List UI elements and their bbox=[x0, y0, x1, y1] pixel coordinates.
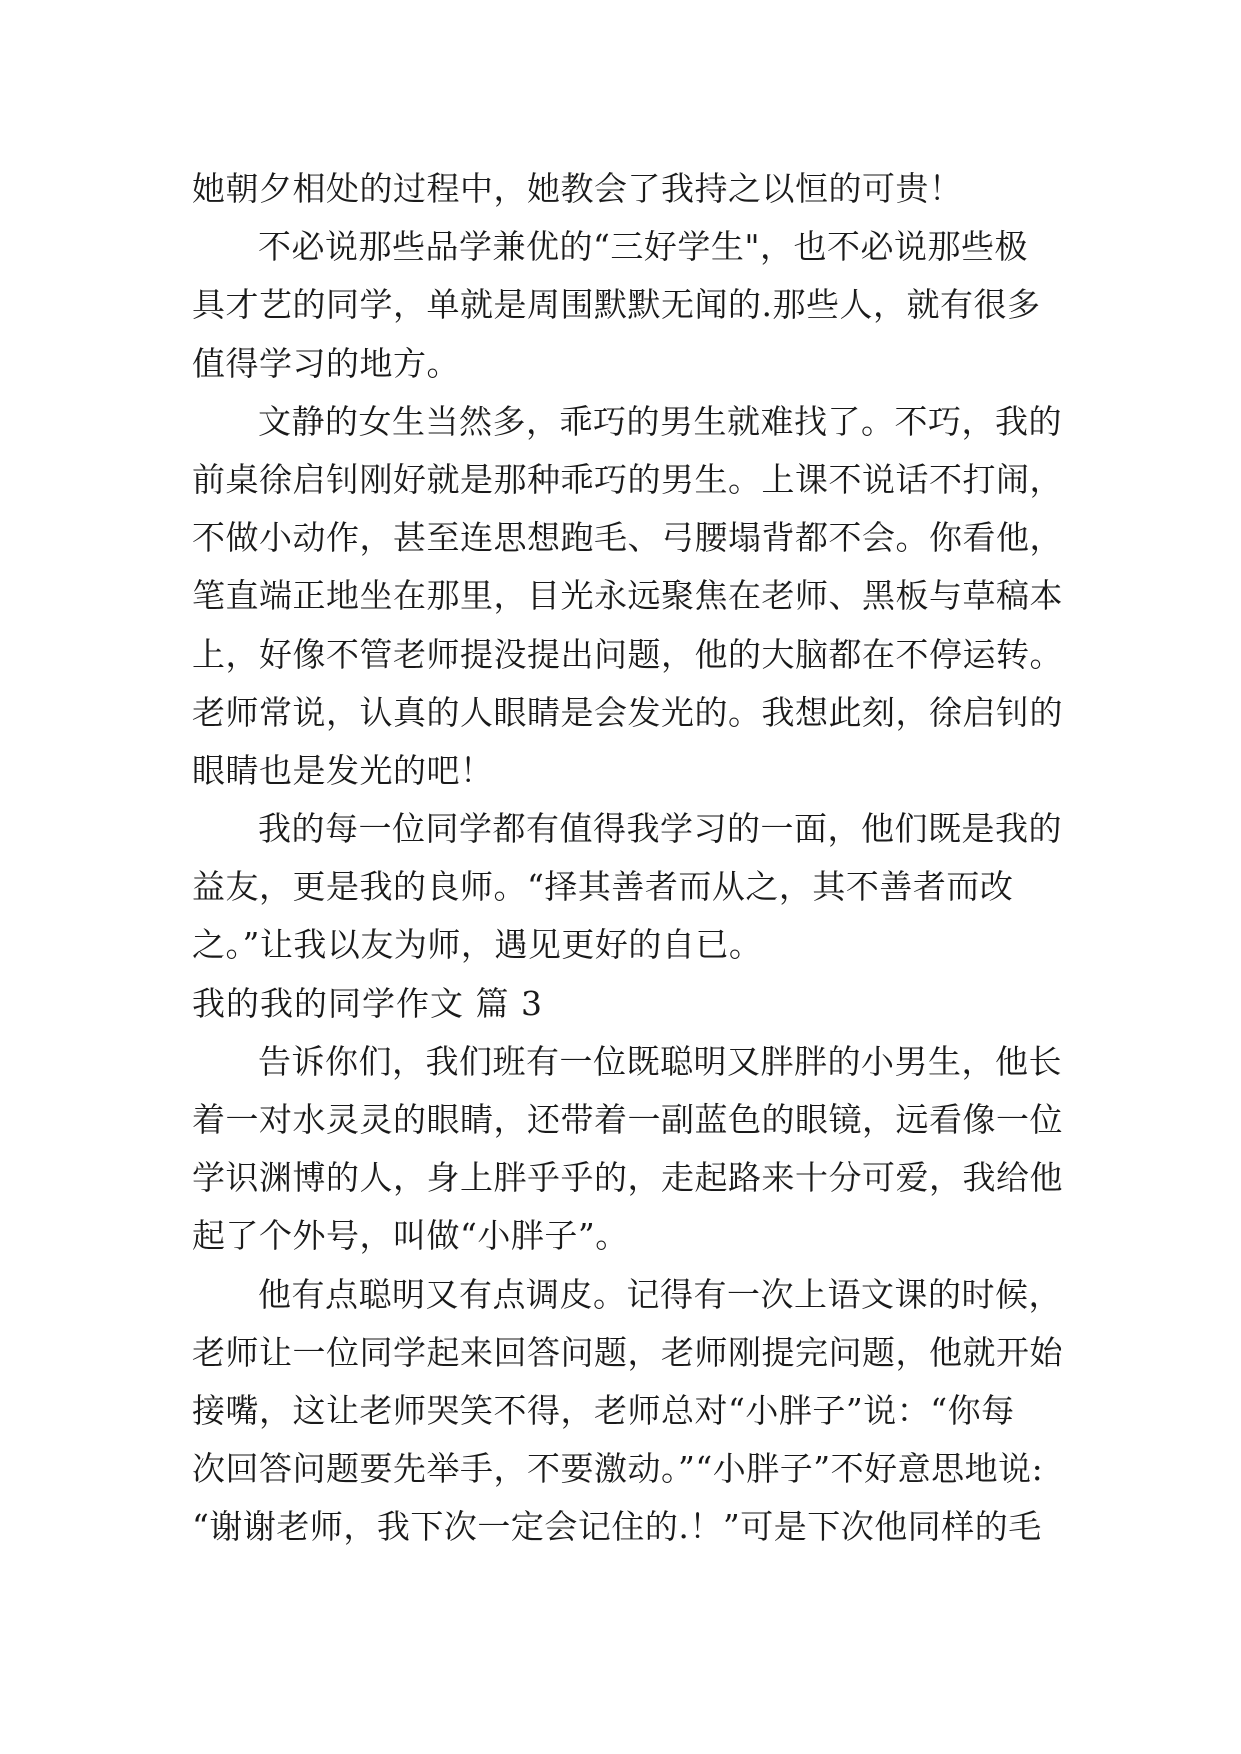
text-line: 她朝夕相处的过程中，她教会了我持之以恒的可贵！ bbox=[192, 169, 963, 208]
document-body bbox=[192, 160, 1072, 1557]
text-line: 值得学习的地方。 bbox=[192, 343, 460, 383]
text-line: “谢谢老师，我下次一定会记住的.！”可是下次他同样的毛 bbox=[192, 1507, 1042, 1547]
text-line: 上，好像不管老师提没提出问题，他的大脑都在不停运转。 bbox=[192, 634, 1063, 674]
text-line: 眼睛也是发光的吧！ bbox=[192, 750, 494, 790]
text-line: 具才艺的同学，单就是周围默默无闻的.那些人，就有很多 bbox=[192, 285, 1041, 325]
section-heading: 我的我的同学作文 篇 3 bbox=[192, 983, 543, 1023]
text-line: 老师常说，认真的人眼睛是会发光的。我想此刻，徐启钊的 bbox=[192, 692, 1063, 732]
text-line: 起了个外号，叫做“小胖子”。 bbox=[192, 1216, 629, 1256]
text-line: 不做小动作，甚至连思想跑毛、弓腰塌背都不会。你看他， bbox=[192, 518, 1063, 558]
text-line: 着一对水灵灵的眼睛，还带着一副蓝色的眼镜，远看像一位 bbox=[192, 1100, 1063, 1139]
text-line: 益友，更是我的良师。“择其善者而从之，其不善者而改 bbox=[192, 867, 1014, 907]
text-line: 次回答问题要先举手，不要激动。”“小胖子”不好意思地说: bbox=[192, 1449, 1044, 1489]
text-line: 之。”让我以友为师，遇见更好的自已。 bbox=[192, 925, 763, 965]
text-line: 不必说那些品学兼优的“三好学生"，也不必说那些极 bbox=[258, 227, 1029, 267]
text-line: 老师让一位同学起来回答问题，老师刚提完问题，他就开始 bbox=[192, 1332, 1063, 1372]
text-line: 笔直端正地坐在那里，目光永远聚焦在老师、黑板与草稿本 bbox=[192, 576, 1063, 616]
text-line: 文静的女生当然多，乖巧的男生就难找了。不巧，我的 bbox=[258, 401, 1062, 441]
text-line: 前桌徐启钊刚好就是那种乖巧的男生。上课不说话不打闹， bbox=[192, 459, 1063, 499]
text-line: 他有点聪明又有点调皮。记得有一次上语文课的时候， bbox=[258, 1274, 1062, 1314]
text-line: 告诉你们，我们班有一位既聪明又胖胖的小男生，他长 bbox=[258, 1041, 1062, 1081]
text-line: 我的每一位同学都有值得我学习的一面，他们既是我的 bbox=[258, 809, 1062, 849]
text-line: 接嘴，这让老师哭笑不得，老师总对“小胖子”说：“你每 bbox=[192, 1390, 1015, 1430]
text-line: 学识渊博的人，身上胖乎乎的，走起路来十分可爱，我给他 bbox=[192, 1158, 1063, 1198]
